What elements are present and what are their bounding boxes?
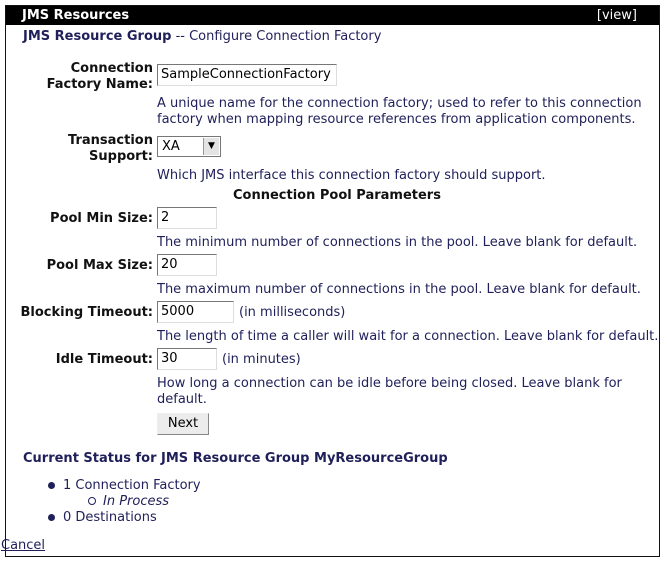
- idle-timeout-unit: (in minutes): [222, 352, 301, 367]
- heading-group: JMS Resource Group: [23, 29, 172, 44]
- status-sub-in-process: In Process: [103, 494, 170, 509]
- cancel-link[interactable]: Cancel: [1, 538, 46, 553]
- heading-page: Configure Connection Factory: [189, 29, 382, 44]
- pool-max-input[interactable]: 20: [157, 254, 217, 276]
- view-link[interactable]: [view]: [596, 8, 637, 23]
- status-item-connection-factory: 1 Connection Factory: [63, 478, 201, 493]
- status-item-destinations: 0 Destinations: [63, 510, 157, 525]
- cf-name-help: [157, 96, 642, 128]
- transaction-help: Which JMS interface this connection factory should support.: [157, 168, 546, 183]
- cf-name-label-line1: Connection: [70, 61, 153, 76]
- pool-min-help: The minimum number of connections in the pool. Leave blank for default.: [157, 235, 638, 250]
- cf-name-input[interactable]: SampleConnectionFactory: [157, 64, 337, 86]
- status-title: Current Status for JMS Resource Group MyResourceGroup: [23, 451, 448, 466]
- idle-timeout-help: [157, 376, 622, 408]
- transaction-label: [26, 133, 153, 165]
- cf-name-help-line1: A unique name for the connection factory; used to refer to this connection: [157, 96, 642, 111]
- panel-titlebar: [6, 6, 659, 25]
- pool-section-title: Connection Pool Parameters: [233, 188, 441, 203]
- pool-max-help: The maximum number of connections in the pool. Leave blank for default.: [157, 282, 641, 297]
- cf-name-label: [26, 61, 153, 93]
- open-bullet-icon: [88, 497, 96, 505]
- cf-name-label-line2: Factory Name:: [46, 77, 153, 92]
- dropdown-arrow-icon[interactable]: ▼: [203, 138, 219, 155]
- next-button[interactable]: Next: [157, 413, 209, 435]
- bullet-icon: [48, 482, 55, 489]
- blocking-timeout-label: Blocking Timeout:: [20, 305, 153, 320]
- transaction-label-line1: Transaction: [68, 133, 153, 148]
- bullet-icon: [48, 514, 55, 521]
- idle-timeout-help-line1: How long a connection can be idle before being closed. Leave blank for: [157, 376, 622, 391]
- blocking-timeout-unit: (in milliseconds): [239, 305, 346, 320]
- heading-separator: --: [171, 29, 190, 44]
- blocking-timeout-input[interactable]: 5000: [157, 301, 234, 323]
- idle-timeout-label: Idle Timeout:: [55, 352, 153, 367]
- panel-title: JMS Resources: [22, 8, 130, 23]
- idle-timeout-input[interactable]: 30: [157, 348, 217, 370]
- cf-name-help-line2: factory when mapping resource references from application components.: [157, 112, 636, 127]
- blocking-timeout-help: The length of time a caller will wait for a connection. Leave blank for default.: [157, 329, 659, 344]
- idle-timeout-help-line2: default.: [157, 392, 207, 407]
- jms-resources-panel: [1, 5, 660, 557]
- pool-max-label: Pool Max Size:: [46, 258, 153, 273]
- page-heading: [23, 29, 381, 44]
- transaction-label-line2: Support:: [89, 149, 153, 164]
- transaction-select[interactable]: [157, 136, 221, 157]
- pool-min-label: Pool Min Size:: [50, 211, 153, 226]
- pool-min-input[interactable]: 2: [157, 207, 217, 229]
- transaction-select-value: XA: [162, 139, 180, 154]
